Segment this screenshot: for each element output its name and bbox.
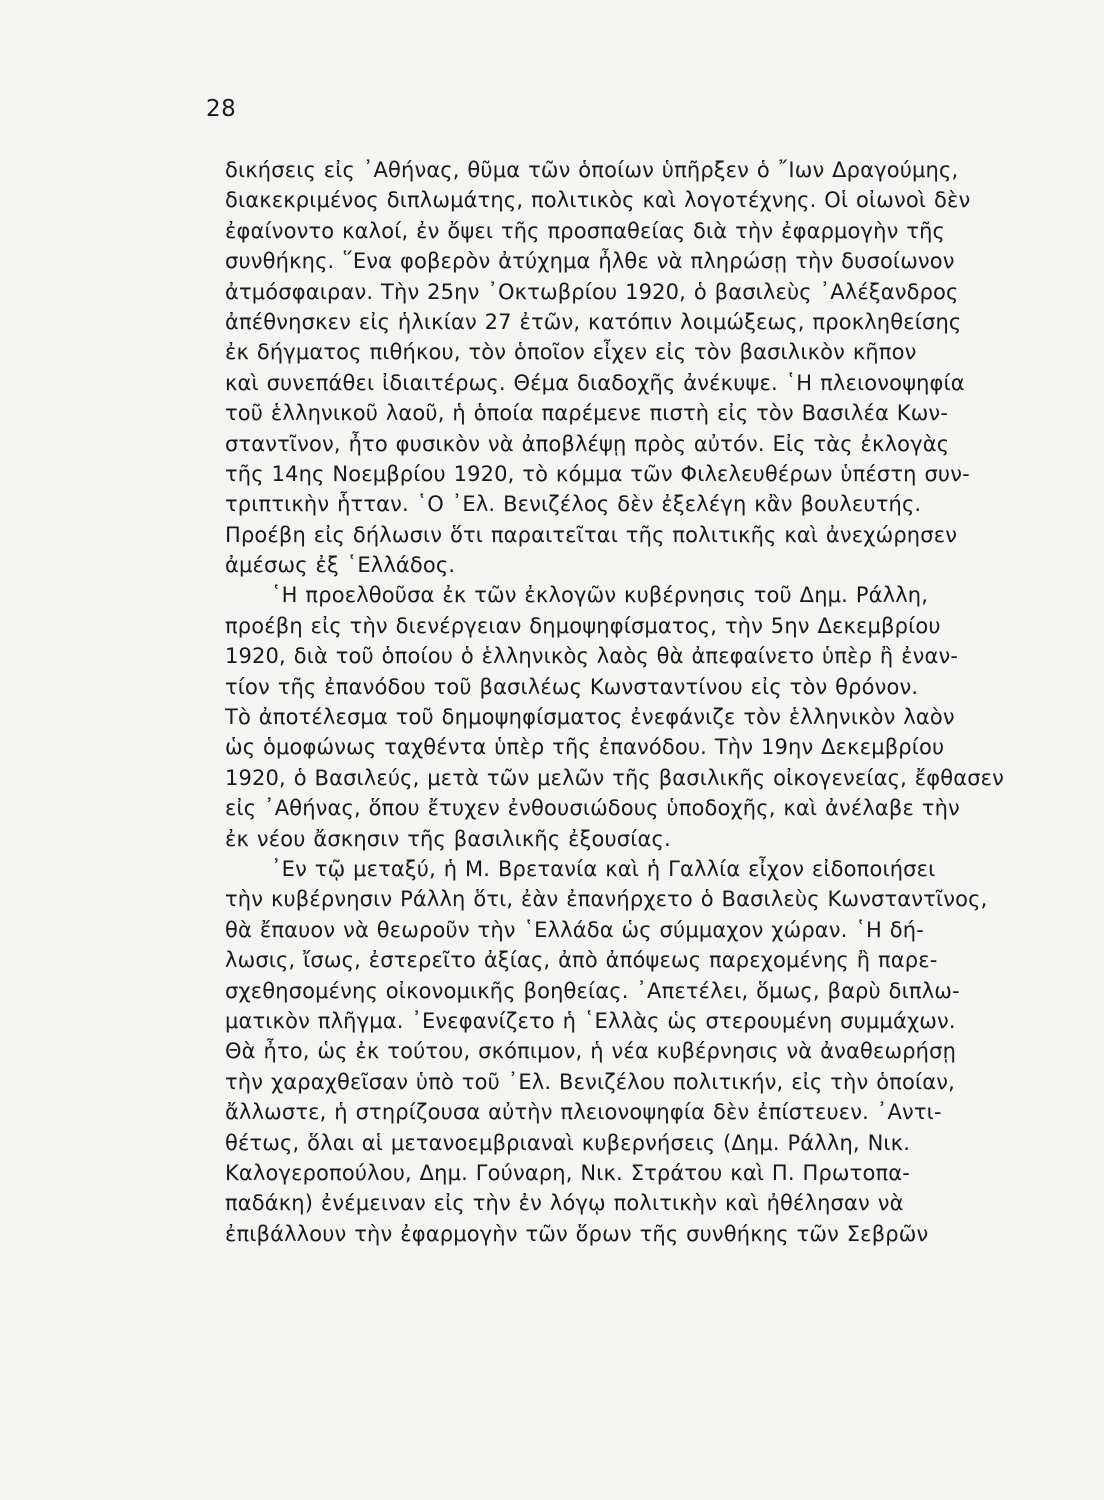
text-line: συνθήκης. ῞Ενα φοβερὸν ἀτύχημα ἦλθε νὰ πληρώσῃ τὴν δυσοίωνον [225, 249, 955, 274]
text-line: ἐκ δήγματος πιθήκου, τὸν ὁποῖον εἶχεν εἰς τὸν βασιλικὸν κῆπον [225, 340, 917, 365]
text-line: Τὸ ἀποτέλεσμα τοῦ δημοψηφίσματος ἐνεφάνιζε τὸν ἑλληνικὸν λαὸν [225, 705, 955, 730]
text-line: τοῦ ἑλληνικοῦ λαοῦ, ἡ ὁποία παρέμενε πιστὴ εἰς τὸν Βασιλέα Κων- [225, 401, 949, 426]
text-line: καὶ συνεπάθει ἰδιαιτέρως. Θέμα διαδοχῆς ἀνέκυψε. ῾Η πλειονοψηφία [225, 370, 965, 395]
text-line: σχεθησομένης οἰκονομικῆς βοηθείας. ᾿Απετέλει, ὅμως, βαρὺ διπλω- [225, 978, 960, 1003]
text-line: εἰς ᾿Αθήνας, ὅπου ἔτυχεν ἐνθουσιώδους ὑποδοχῆς, καὶ ἀνέλαβε τὴν [225, 796, 960, 821]
text-line: Καλογεροπούλου, Δημ. Γούναρη, Νικ. Στράτου καὶ Π. Πρωτοπα- [225, 1160, 910, 1185]
text-line: δικήσεις εἰς ᾿Αθήνας, θῦμα τῶν ὁποίων ὑπῆρξεν ὁ ῎Ιων Δραγούμης, [225, 158, 959, 182]
text-line: παδάκη) ἐνέμειναν εἰς τὴν ἐν λόγῳ πολιτικὴν καὶ ἠθέλησαν νὰ [225, 1191, 904, 1216]
text-line: λωσις, ἴσως, ἐστερεῖτο ἀξίας, ἀπὸ ἀπόψεως παρεχομένης ἢ παρε- [225, 948, 938, 973]
text-line: διακεκριμένος διπλωμάτης, πολιτικὸς καὶ λογοτέχνης. Οἱ οἰωνοὶ δὲν [225, 188, 971, 213]
text-line: τριπτικὴν ἧτταν. ῾Ο ᾿Ελ. Βενιζέλος δὲν ἐξελέγη κἂν βουλευτής. [225, 492, 922, 517]
text-line: σταντῖνον, ἦτο φυσικὸν νὰ ἀποβλέψῃ πρὸς αὐτόν. Εἰς τὰς ἐκλογὰς [225, 431, 950, 456]
text-line: ῾Η προελθοῦσα ἐκ τῶν ἐκλογῶν κυβέρνησις τοῦ Δημ. Ράλλη, [271, 583, 929, 608]
text-line: ἀπέθνησκεν εἰς ἡλικίαν 27 ἐτῶν, κατόπιν λοιμώξεως, προκληθείσης [225, 309, 962, 334]
text-line: τὴν κυβέρνησιν Ράλλη ὅτι, ἐὰν ἐπανήρχετο ὁ Βασιλεὺς Κωνσταντῖνος, [225, 887, 988, 912]
text-line: τῆς 14ης Νοεμβρίου 1920, τὸ κόμμα τῶν Φιλελευθέρων ὑπέστη συν- [225, 461, 970, 486]
text-line: 1920, ὁ Βασιλεύς, μετὰ τῶν μελῶν τῆς βασιλικῆς οἰκογενείας, ἔφθασεν [225, 765, 1005, 790]
text-line: ἀμέσως ἐξ ῾Ελλάδος. [225, 553, 456, 578]
text-line: ἀτμόσφαιραν. Τὴν 25ην ᾿Οκτωβρίου 1920, ὁ βασιλεὺς ᾿Αλέξανδρος [225, 279, 959, 304]
text-line: τὴν χαραχθεῖσαν ὑπὸ τοῦ ᾿Ελ. Βενιζέλου πολιτικήν, εἰς τὴν ὁποίαν, [225, 1069, 955, 1094]
text-line: Προέβη εἰς δήλωσιν ὅτι παραιτεῖται τῆς πολιτικῆς καὶ ἀνεχώρησεν [225, 522, 958, 547]
text-line: τίον τῆς ἐπανόδου τοῦ βασιλέως Κωνσταντίνου εἰς τὸν θρόνον. [225, 674, 919, 699]
text-line: ᾿Εν τῷ μεταξύ, ἡ Μ. Βρετανία καὶ ἡ Γαλλία εἶχον εἰδοποιήσει [271, 856, 936, 881]
text-line: θὰ ἔπαυον νὰ θεωροῦν τὴν ῾Ελλάδα ὡς σύμμαχον χώραν. ῾Η δή- [225, 917, 924, 942]
body-text [225, 155, 1085, 1249]
text-line: ἄλλωστε, ἡ στηρίζουσα αὐτὴν πλειονοψηφία δὲν ἐπίστευεν. ᾿Αντι- [225, 1100, 942, 1125]
text-line: ματικὸν πλῆγμα. ᾿Ενεφανίζετο ἡ ῾Ελλὰς ὡς στερουμένη συμμάχων. [225, 1008, 956, 1033]
text-line: ἐκ νέου ἄσκησιν τῆς βασιλικῆς ἐξουσίας. [225, 826, 671, 851]
page-number: 28 [206, 96, 237, 122]
text-line: Θὰ ἦτο, ὡς ἐκ τούτου, σκόπιμον, ἡ νέα κυβέρνησις νὰ ἀναθεωρήσῃ [225, 1039, 957, 1064]
text-line: προέβη εἰς τὴν διενέργειαν δημοψηφίσματος, τὴν 5ην Δεκεμβρίου [225, 613, 941, 638]
text-line: ἐπιβάλλουν τὴν ἐφαρμογὴν τῶν ὅρων τῆς συνθήκης τῶν Σεβρῶν [225, 1221, 929, 1246]
text-line: ἐφαίνοντο καλοί, ἐν ὄψει τῆς προσπαθείας διὰ τὴν ἐφαρμογὴν τῆς [225, 218, 946, 243]
text-line: ὡς ὁμοφώνως ταχθέντα ὑπὲρ τῆς ἐπανόδου. Τὴν 19ην Δεκεμβρίου [225, 735, 945, 760]
text-line: θέτως, ὅλαι αἱ μετανοεμβριαναὶ κυβερνήσεις (Δημ. Ράλλη, Νικ. [225, 1130, 911, 1155]
text-line: 1920, διὰ τοῦ ὁποίου ὁ ἑλληνικὸς λαὸς θὰ ἀπεφαίνετο ὑπὲρ ἢ ἐναν- [225, 644, 959, 669]
